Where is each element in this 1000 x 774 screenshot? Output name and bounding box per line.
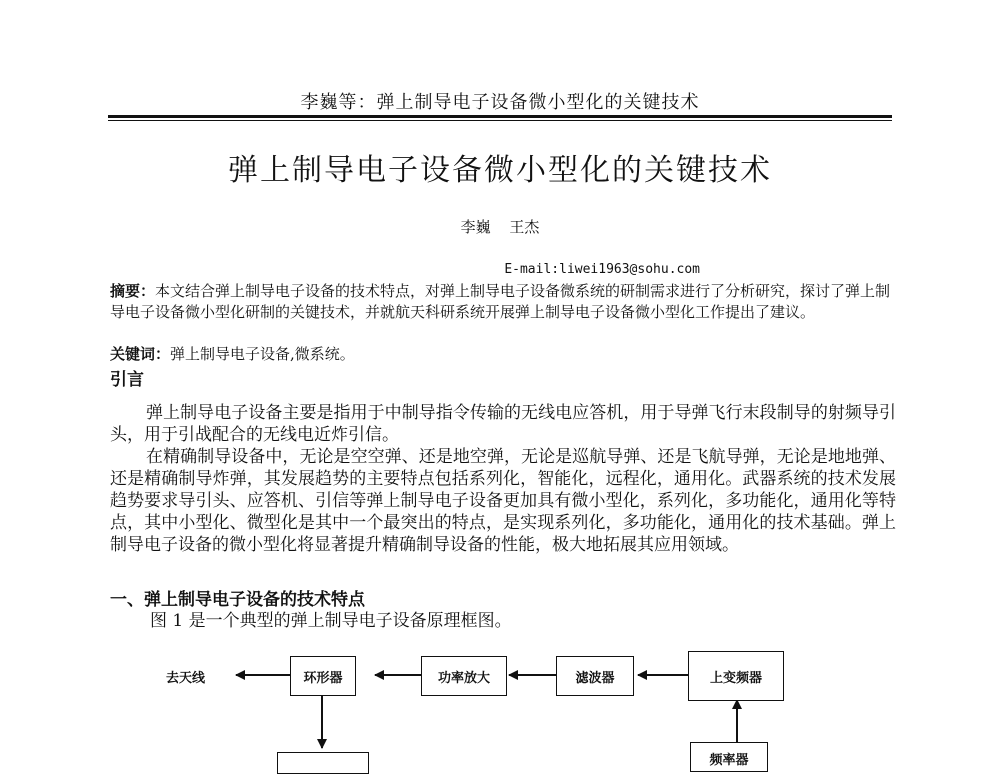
keywords-label: 关键词： <box>110 345 171 363</box>
oscillator-label: 频率器 <box>709 753 749 768</box>
author-email: E-mail:liwei1963@sohu.com <box>504 262 700 277</box>
intro-paragraph-1-text: 弹上制导电子设备主要是指用于中制导指令传输的无线电应答机，用于导弹飞行末段制导的射频导引头，用于引战配合的无线电近炸引信。 <box>110 403 896 445</box>
circulator-block <box>290 656 356 696</box>
intro-paragraph-2-text: 在精确制导设备中，无论是空空弹、还是地空弹，无论是巡航导弹、还是飞航导弹，无论是地地弹、还是精确制导炸弹，其发展趋势的主要特点包括系列化，智能化，远程化，通用化。武器系统的技术发展趋势要求导引头、应答机、引信等弹上制导电子设备更加具有微小型化，系列化，多功能化，通用化等特点，其中小型化、微型化是其中一个最突出的特点，是实现系列化，多功能化，通用化的技术基础。弹上制导电子设备的微小型化将显著提升精确制导设备的性能，极大地拓展其应用领域。 <box>110 447 896 555</box>
paper-authors: 李巍 王杰 <box>460 218 540 236</box>
filter-label: 滤波器 <box>575 670 615 686</box>
circulator-label: 环形器 <box>303 670 343 686</box>
running-head: 李巍等：弹上制导电子设备微小型化的关键技术 <box>300 92 700 113</box>
power-amp-block <box>421 656 507 696</box>
section-1-heading: 一、弹上制导电子设备的技术特点 <box>110 590 365 610</box>
upconverter-label: 上变频器 <box>709 670 762 686</box>
power-amp-label: 功率放大 <box>437 670 490 686</box>
abstract-text: 本文结合弹上制导电子设备的技术特点，对弹上制导电子设备微系统的研制需求进行了分析研究，探讨了弹上制导电子设备微小型化研制的关键技术，并就航天科研系统开展弹上制导电子设备微小型化工作提出了建议。 <box>110 282 891 321</box>
paper-title: 弹上制导电子设备微小型化的关键技术 <box>228 153 772 188</box>
lower-left-block <box>277 752 369 774</box>
antenna-label: 去天线 <box>166 671 206 686</box>
intro-heading: 引言 <box>110 370 144 390</box>
abstract-label: 摘要： <box>110 282 156 300</box>
section-1-paragraph: 图 1 是一个典型的弹上制导电子设备原理框图。 <box>150 611 512 631</box>
oscillator-block <box>690 742 768 772</box>
keywords-text: 弹上制导电子设备,微系统。 <box>170 345 355 363</box>
filter-block <box>556 656 634 696</box>
upconverter-block <box>688 651 784 701</box>
